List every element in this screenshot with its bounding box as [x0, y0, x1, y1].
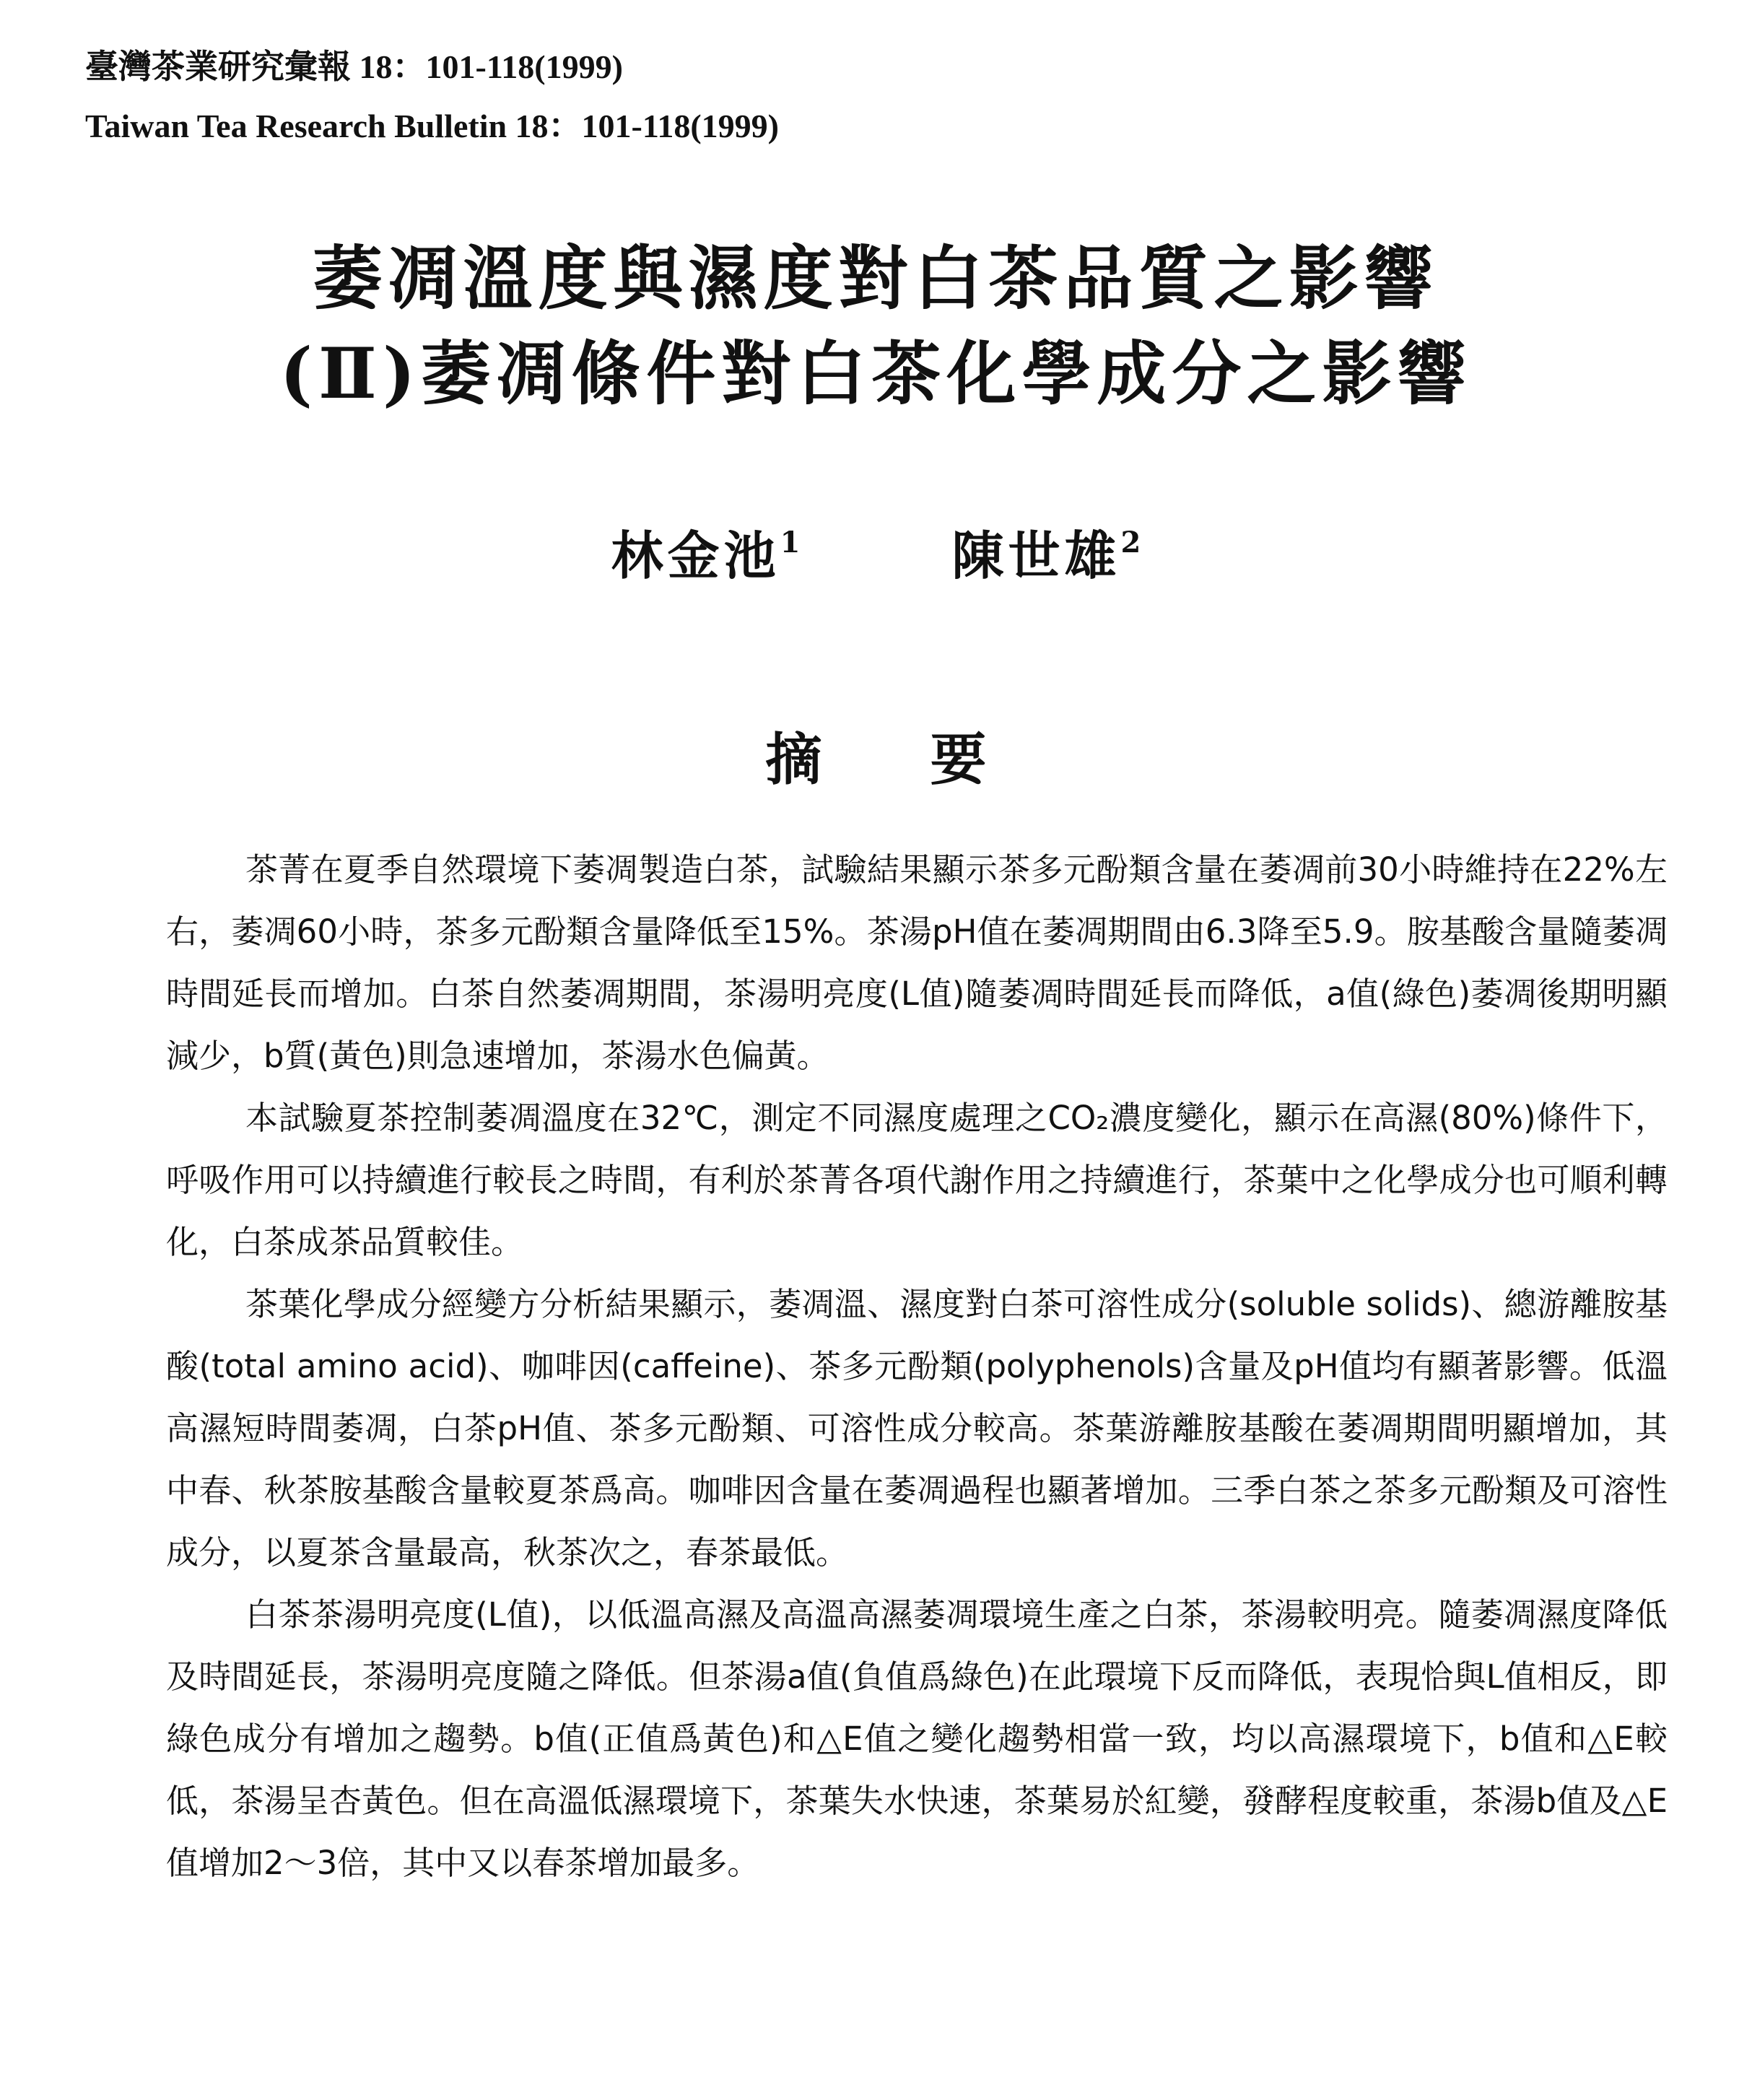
abstract-paragraph: 白茶茶湯明亮度(L值)，以低溫高濕及高溫高濕萎凋環境生產之白茶，茶湯較明亮。隨萎凋濕度降低及時間延長，茶湯明亮度隨之降低。但茶湯a值(負值爲綠色)在此環境下反而降低，表現恰與L值相反，即綠色成分有增加之趨勢。b值(正值爲黃色)和△E值之變化趨勢相當一致，均以高濕環境下，b值和△E較低，茶湯呈杏黃色。但在高溫低濕環境下，茶葉失水快速，茶葉易於紅變，發酵程度較重，茶湯b值及△E值增加2～3倍，其中又以春茶增加最多。 [166, 1595, 1668, 1882]
author-name: 陳世雄 [951, 525, 1121, 586]
author-list [0, 514, 1752, 589]
journal-header [85, 38, 779, 156]
affiliation-mark: 1 [780, 526, 801, 559]
abstract-body [166, 839, 1668, 1894]
abstract-paragraph: 茶菁在夏季自然環境下萎凋製造白茶，試驗結果顯示茶多元酚類含量在萎凋前30小時維持在22%左右，萎凋60小時，茶多元酚類含量降低至15%。茶湯pH值在萎凋期間由6.3降至5.9。胺基酸含量隨萎凋時間延長而增加。白茶自然萎凋期間，茶湯明亮度(L值)隨萎凋時間延長而降低，a值(綠色)萎凋後期明顯減少，b質(黃色)則急速增加，茶湯水色偏黃。 [166, 850, 1668, 1075]
author-2 [952, 514, 1141, 589]
journal-citation-zh: 臺灣茶業研究彙報 18：101-118(1999) [85, 48, 623, 85]
journal-citation-en: Taiwan Tea Research Bulletin 18：101-118(1999) [85, 108, 779, 144]
abstract-heading: 摘要 [765, 727, 1095, 793]
affiliation-mark: 2 [1120, 526, 1141, 559]
title-line-1: 萎凋溫度與濕度對白茶品質之影響 [313, 238, 1439, 319]
paper-title [0, 231, 1752, 422]
author-1 [611, 514, 801, 589]
title-line-2: (Ⅱ)萎凋條件對白茶化學成分之影響 [279, 333, 1473, 414]
abstract-paragraph: 茶葉化學成分經變方分析結果顯示，萎凋溫、濕度對白茶可溶性成分(soluble solids)、總游離胺基酸(total amino acid)、咖啡因(caffeine)、茶多元酚類(polyphenols)含量及pH值均有顯著影響。低溫高濕短時間萎凋，白茶pH值、茶多元酚類、可溶性成分較高。茶葉游離胺基酸在萎凋期間明顯增加，其中春、秋茶胺基酸含量較夏茶爲高。咖啡因含量在萎凋過程也顯著增加。三季白茶之茶多元酚類及可溶性成分，以夏茶含量最高，秋茶次之，春茶最低。 [166, 1285, 1668, 1572]
author-name: 林金池 [611, 525, 780, 586]
abstract-paragraph: 本試驗夏茶控制萎凋溫度在32℃，測定不同濕度處理之CO₂濃度變化，顯示在高濕(80%)條件下，呼吸作用可以持續進行較長之時間，有利於茶菁各項代謝作用之持續進行，茶葉中之化學成分也可順利轉化，白茶成茶品質較佳。 [166, 1099, 1668, 1261]
